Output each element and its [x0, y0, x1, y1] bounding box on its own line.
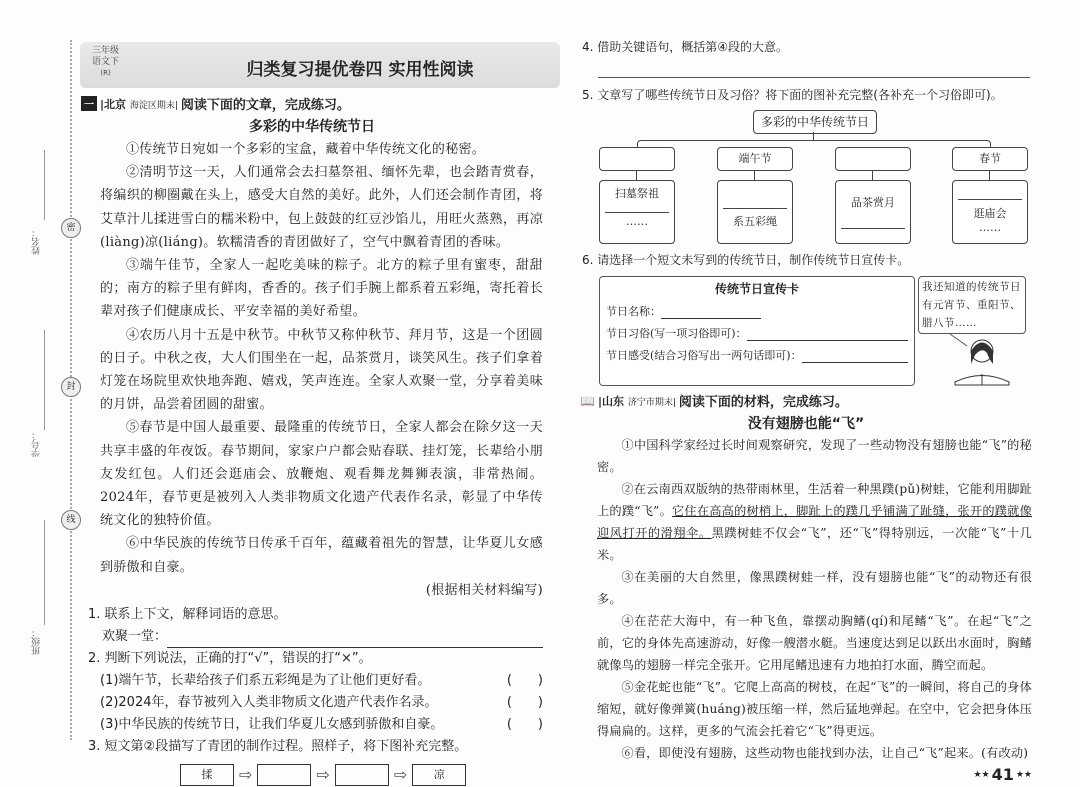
seal-mark: 密 — [61, 218, 81, 238]
diagram-connector — [754, 170, 755, 180]
class-label: 班级： — [32, 628, 42, 655]
question-2-text: 2. 判断下列说法，正确的打“√”，错误的打“×”。 — [88, 651, 372, 667]
seal-mark: 封 — [61, 377, 81, 397]
card-row — [606, 303, 908, 319]
arrow-right-icon: ⇨ — [316, 765, 330, 785]
diagram-root: 多彩的中华传统节日 — [753, 110, 877, 134]
judge-item: (2)2024年，春节被列入人类非物质文化遗产代表作名录。 — [100, 695, 438, 711]
section-1-header — [81, 94, 543, 113]
grade-text: 三年级 — [92, 46, 120, 56]
judge-row — [88, 670, 543, 692]
paragraph: ④在茫茫大海中，有一种飞鱼，靠摆动胸鳍(qí)和尾鳍“飞”。在起“飞”之前，它的身体先高速游动，好像一艘潜水艇。当速度达到足以跃出水面时，胸鳍就像鸟的翅膀一样完全张开。它用尾鳍迅速有力地拍打水面，腾空而起。 — [597, 614, 1032, 672]
festival-box-blank[interactable] — [599, 147, 675, 171]
id-label: 学号： — [32, 430, 42, 457]
star-icon: ★★ — [973, 769, 990, 780]
flow-step-blank[interactable] — [257, 764, 311, 786]
source-tag — [100, 96, 178, 112]
festival-box: 端午节 — [717, 147, 793, 171]
question-5-text: 5. 文章写了哪些传统节日及习俗？将下面的图补充完整(各补充一个习俗即可)。 — [582, 88, 1003, 102]
subject-text: 语文下 — [92, 57, 120, 67]
id-write-line[interactable] — [44, 330, 45, 430]
custom-box — [835, 180, 911, 244]
underlined-sentence: 它住在高高的树梢上，脚趾上的蹼几乎铺满了趾缝，张开的蹼就像迎风打开的滑翔伞。 — [597, 504, 1032, 540]
answer-line[interactable] — [841, 228, 905, 229]
diagram-connector — [637, 140, 991, 148]
source-note: (有改动) — [981, 746, 1029, 760]
grade-label — [92, 46, 119, 79]
field-label: 节日感受(结合习俗写出一两句话即可)： — [606, 349, 802, 362]
reading-girl-illustration — [945, 332, 1020, 386]
ellipsis: …… — [626, 215, 648, 228]
custom-box — [717, 180, 793, 244]
instruction: 阅读下面的材料，完成练习。 — [678, 395, 848, 410]
speech-bubble: 我还知道的传统节日有元宵节、重阳节、腊八节…… — [918, 276, 1026, 334]
answer-paren[interactable]: ( ) — [506, 673, 543, 689]
source-tag — [598, 393, 676, 409]
district: 济宁市期末| — [627, 397, 676, 408]
answer-line[interactable] — [723, 208, 787, 209]
flow-step: 凉 — [412, 764, 466, 786]
judge-row — [88, 714, 543, 736]
article-title: 没有翅膀也能“飞” — [747, 416, 865, 432]
paragraph: ③在美丽的大自然里，像黑蹼树蛙一样，没有翅膀也能“飞”的动物还有很多。 — [597, 570, 1032, 606]
answer-line[interactable] — [598, 77, 1030, 78]
paragraph-text: ②在云南西双版纳的热带雨林里，生活着一种黑蹼(pǔ)树蛙，它能利用脚趾上的蹼“飞”。 — [597, 482, 1032, 518]
answer-line[interactable] — [167, 626, 543, 648]
region: |山东 — [597, 394, 624, 408]
book-icon: 📖 — [580, 393, 595, 408]
seal-mark: 线 — [61, 510, 81, 530]
custom-box — [952, 180, 1028, 244]
term-label: 欢聚一堂： — [102, 629, 168, 645]
paragraph: ⑤金花蛇也能“飞”。它爬上高高的树枝，在起“飞”的一瞬间，将自己的身体缩短，就好像弹簧(huáng)被压缩一样，然后猛地弹起。在空中，它会把身体压得扁扁的。这样，更多的气流会托着它“飞”得更远。 — [597, 680, 1032, 738]
source-note: (根据相关材料编写) — [425, 582, 543, 598]
questions — [88, 604, 543, 787]
promo-card — [599, 276, 915, 386]
region: |北京 — [100, 97, 127, 111]
arrow-right-icon: ⇨ — [393, 765, 408, 785]
name-label: 姓名： — [32, 228, 42, 255]
article-passage — [100, 138, 543, 602]
name-write-line[interactable] — [44, 150, 45, 220]
answer-line[interactable] — [747, 325, 908, 341]
diagram-connector — [989, 170, 990, 180]
section-2 — [580, 391, 1032, 784]
custom-text: 逛庙会 — [973, 207, 1007, 220]
paragraph: ⑤春节是中国人最重要、最隆重的传统节日，全家人都会在除夕这一天共享丰盛的年夜饭。春节期间，家家户户都会贴春联、挂灯笼，长辈给小朋友发红包。人们还会逛庙会、放鞭炮、观看舞龙舞狮表演，非常热闹。2024年，春节更是被列入人类非物质文化遗产代表作名录，彰显了中华传统文化的独特价值。 — [100, 420, 543, 529]
district: 海淀区期末| — [129, 100, 178, 111]
answer-line[interactable] — [802, 347, 908, 363]
arrow-right-icon: ⇨ — [239, 765, 253, 785]
answer-paren[interactable]: ( ) — [506, 695, 543, 711]
answer-line[interactable] — [661, 303, 761, 319]
article-passage — [597, 434, 1032, 764]
paragraph-text: ⑥看，即使没有翅膀，这些动物也能找到办法，让自己“飞”起来。 — [621, 746, 982, 760]
answer-line[interactable] — [605, 212, 669, 213]
paragraph: ④农历八月十五是中秋节。中秋节又称仲秋节、拜月节，这是一个团圆的日子。中秋之夜，大人们围坐在一起，品茶赏月，谈笑风生。孩子们拿着灯笼在场院里欢快地奔跑、嬉戏，笑声连连。全家人欢聚一堂，分享着美味的月饼，品尝着团圆的甜蜜。 — [100, 327, 543, 413]
article-title: 多彩的中华传统节日 — [249, 119, 375, 135]
question-3-text: 3. 短文第②段描写了青团的制作过程。照样子，将下图补充完整。 — [88, 739, 468, 755]
answer-line[interactable] — [958, 199, 1022, 200]
custom-text: 扫墓祭祖 — [615, 187, 659, 200]
paragraph-text: 黑蹼树蛙不仅会“飞”，还“飞”得特别远，一次能“飞”十几米。 — [597, 526, 1032, 562]
paragraph: ①传统节日宛如一个多彩的宝盒，藏着中华传统文化的秘密。 — [126, 142, 486, 157]
flow-step-blank[interactable] — [335, 764, 389, 786]
ellipsis: …… — [979, 221, 1001, 234]
question-6-text: 6. 请选择一个短文未写到的传统节日，制作传统节日宣传卡。 — [582, 253, 910, 267]
paragraph: ②清明节这一天，人们通常会去扫墓祭祖、缅怀先辈，也会踏青赏春，将编织的柳圈戴在头上，感受大自然的美好。此外，人们还会制作青团，将艾草汁儿揉进雪白的糯米粉中，包上鼓鼓的红豆沙馅儿，用旺火蒸熟，再凉(liàng)凉(liáng)。软糯清香的青团做好了，空气中飘着青团的香味。 — [100, 165, 543, 250]
festival-box: 春节 — [952, 147, 1028, 171]
class-write-line[interactable] — [44, 520, 45, 625]
custom-text: 系五彩绳 — [733, 215, 777, 228]
instruction: 阅读下面的文章，完成练习。 — [180, 98, 350, 113]
card-row — [606, 347, 908, 363]
judge-item: (3)中华民族的传统节日，让我们华夏儿女感到骄傲和自豪。 — [100, 717, 444, 733]
flow-step: 揉 — [180, 764, 234, 786]
question-1-text: 1. 联系上下文，解释词语的意思。 — [88, 607, 287, 623]
card-row — [606, 325, 908, 341]
judge-item: (1)端午节，长辈给孩子们系五彩绳是为了让他们更好看。 — [100, 673, 431, 689]
process-flow — [180, 764, 543, 787]
card-title: 传统节日宣传卡 — [714, 282, 799, 296]
diagram-connector — [872, 170, 873, 180]
question-4-text: 4. 借助关键语句，概括第④段的大意。 — [582, 40, 789, 54]
paragraph — [597, 478, 1032, 566]
paragraph: ⑥中华民族的传统节日传承千百年，蕴藏着祖先的智慧，让华夏儿女感到骄傲和自豪。 — [100, 536, 543, 575]
page-title: 归类复习提优卷四 实用性阅读 — [246, 60, 474, 80]
edition-text: (R) — [100, 69, 111, 77]
section-number: 一 — [81, 96, 97, 111]
section-1 — [81, 94, 543, 787]
page-number: 41 — [991, 765, 1014, 784]
diagram-connector — [636, 170, 637, 180]
paragraph: ③端午佳节，全家人一起吃美味的粽子。北方的粽子里有蜜枣，甜甜的；南方的粽子里有鲜肉，香香的。孩子们手腕上都系着五彩绳，寄托着长辈对孩子们健康成长、平安幸福的美好希望。 — [100, 258, 543, 320]
paragraph: ①中国科学家经过长时间观察研究，发现了一些动物没有翅膀也能“飞”的秘密。 — [597, 438, 1032, 474]
diagram-connector — [813, 132, 814, 140]
field-label: 节日习俗(写一项习俗即可)： — [606, 327, 747, 340]
section-2-header — [580, 391, 1032, 410]
answer-paren[interactable]: ( ) — [506, 717, 543, 733]
page-number-footer — [973, 765, 1032, 784]
star-icon: ★★ — [1015, 769, 1032, 780]
paragraph — [597, 742, 1032, 764]
custom-text: 品茶赏月 — [851, 196, 895, 209]
judge-row — [88, 692, 543, 714]
festival-box-blank[interactable] — [835, 147, 911, 171]
custom-box — [599, 180, 675, 244]
field-label: 节日名称： — [606, 305, 661, 318]
